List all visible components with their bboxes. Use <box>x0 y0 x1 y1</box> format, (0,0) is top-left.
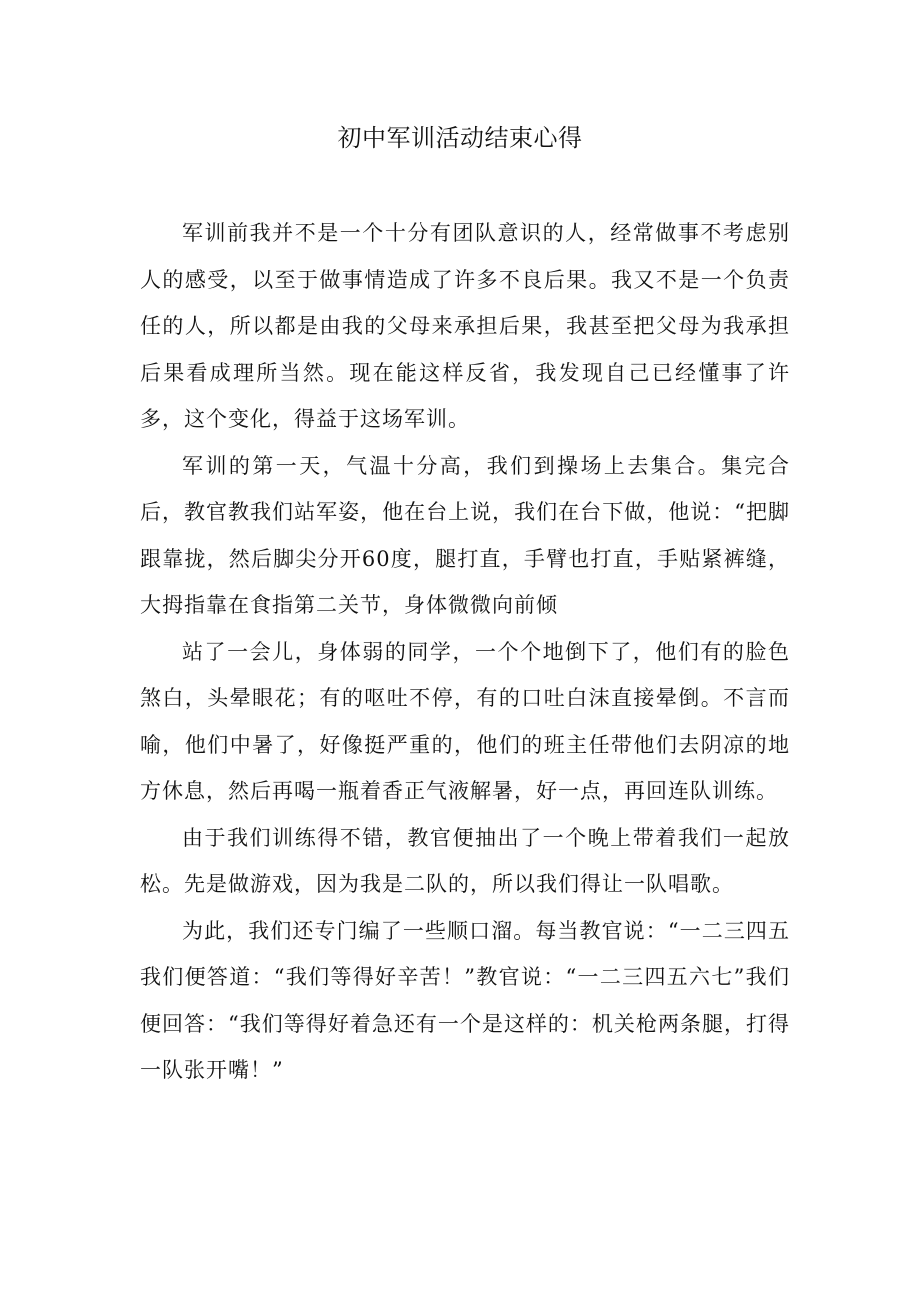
document-body <box>140 210 790 1094</box>
paragraph-3: 站了一会儿，身体弱的同学，一个个地倒下了，他们有的脸色煞白，头晕眼花；有的呕吐不停，有的口吐白沫直接晕倒。不言而喻，他们中暑了，好像挺严重的，他们的班主任带他们去阴凉的地方休息，然后再喝一瓶着香正气液解暑，好一点，再回连队训练。 <box>140 639 790 803</box>
paragraph-1: 军训前我并不是一个十分有团队意识的人，经常做事不考虑别人的感受，以至于做事情造成了许多不良后果。我又不是一个负责任的人，所以都是由我的父母来承担后果，我甚至把父母为我承担后果看成理所当然。现在能这样反省，我发现自己已经懂事了许多，这个变化，得益于这场军训。 <box>140 221 790 431</box>
paragraph-5: 为此，我们还专门编了一些顺口溜。每当教官说：“一二三四五我们便答道：“我们等得好辛苦！”教官说：“一二三四五六七”我们便回答：“我们等得好着急还有一个是这样的：机关枪两条腿，打得一队张开嘴！” <box>140 918 790 1082</box>
document-title: 初中军训活动结束心得 <box>337 124 583 152</box>
paragraph-4: 由于我们训练得不错，教官便抽出了一个晚上带着我们一起放松。先是做游戏，因为我是二队的，所以我们得让一队唱歌。 <box>140 825 790 896</box>
paragraph-2: 军训的第一天，气温十分高，我们到操场上去集合。集完合后，教官教我们站军姿，他在台上说，我们在台下做，他说：“把脚跟靠拢，然后脚尖分开60度，腿打直，手臂也打直，手贴紧裤缝，大拇指靠在食指第二关节，身体微微向前倾 <box>140 453 790 617</box>
